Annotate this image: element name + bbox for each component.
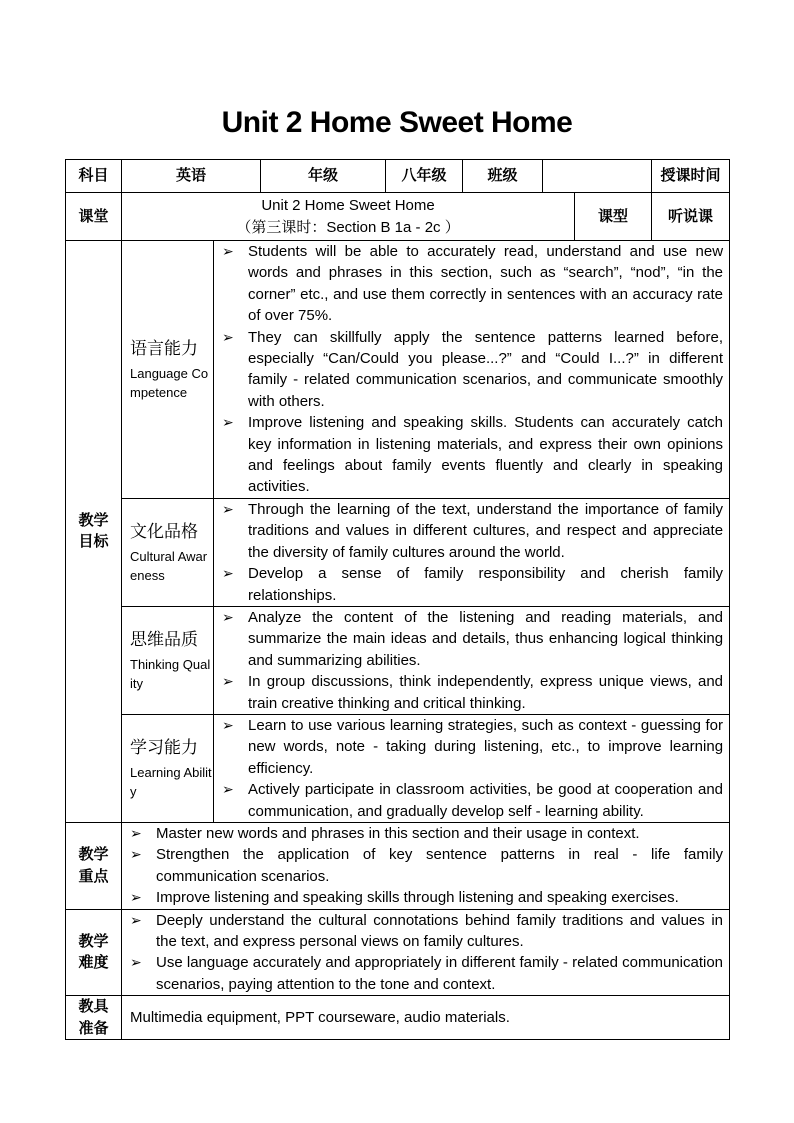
- lesson-plan-table: [65, 159, 730, 1040]
- objective-category-language: [122, 241, 214, 499]
- category-en: Learning Ability: [130, 764, 212, 800]
- category-zh: 文化品格: [130, 522, 198, 542]
- class-value: [543, 160, 652, 193]
- list-item: ➢ Improve listening and speaking skills through listening and speaking exercises.: [122, 887, 723, 908]
- list-item: ➢ They can skillfully apply the sentence patterns learned before, especially “Can/Could you please...?” and “Could I...?” in different family - related communication scenarios, and communicate smoothly with others.: [214, 327, 723, 413]
- lesson-title-cell: [122, 193, 575, 241]
- lesson-title: Unit 2 Home Sweet Home: [261, 197, 435, 215]
- objective-row-thinking: [66, 606, 730, 714]
- category-zh: 思维品质: [130, 630, 198, 650]
- grade-value: 八年级: [386, 160, 463, 193]
- lesson-type-value: 听说课: [652, 193, 730, 241]
- materials-value: Multimedia equipment, PPT courseware, audio materials.: [122, 996, 730, 1040]
- list-item: ➢ Improve listening and speaking skills. Students can accurately catch key information in listening materials, and express their own opinions and feelings about family events fluently and clearly in speaking activities.: [214, 412, 723, 498]
- category-zh: 语言能力: [130, 339, 198, 359]
- objective-category-learning: [122, 714, 214, 822]
- category-en: Language Competence: [130, 365, 209, 401]
- difficulties-row: [66, 909, 730, 996]
- category-en: Cultural Awareness: [130, 548, 208, 584]
- category-en: Thinking Quality: [130, 656, 211, 692]
- objectives-label: 教学目标: [66, 241, 122, 823]
- list-item: ➢ Master new words and phrases in this section and their usage in context.: [122, 823, 723, 844]
- category-zh: 学习能力: [130, 738, 198, 758]
- list-item: ➢ In group discussions, think independently, express unique views, and train creative thinking and critical thinking.: [214, 671, 723, 714]
- objective-row-culture: [66, 498, 730, 606]
- difficulties-label: 教学难度: [66, 909, 122, 996]
- list-item: ➢ Actively participate in classroom activities, be good at cooperation and communication, and gradually develop self - learning ability.: [214, 779, 723, 822]
- lesson-label: 课堂: [66, 193, 122, 241]
- header-row: [66, 160, 730, 193]
- grade-label: 年级: [261, 160, 386, 193]
- subject-label: 科目: [66, 160, 122, 193]
- document-title: Unit 2 Home Sweet Home: [221, 106, 573, 139]
- objective-items-learning: [214, 714, 730, 822]
- list-item: ➢ Strengthen the application of key sentence patterns in real - life family communication scenarios.: [122, 844, 723, 887]
- list-item: ➢ Through the learning of the text, understand the importance of family traditions and values in different cultures, and respect and appreciate the diversity of family cultures around the world.: [214, 499, 723, 563]
- list-item: ➢ Learn to use various learning strategies, such as context - guessing for new words, note - taking during listening, etc., to improve learning efficiency.: [214, 715, 723, 779]
- class-label: 班级: [463, 160, 543, 193]
- subject-value: 英语: [122, 160, 261, 193]
- objective-row-learning: [66, 714, 730, 822]
- materials-label: 教具准备: [66, 996, 122, 1040]
- difficulties-items: [122, 909, 730, 996]
- list-item: ➢ Deeply understand the cultural connotations behind family traditions and values in the text, and express personal views on family cultures.: [122, 910, 723, 953]
- lesson-row: [66, 193, 730, 241]
- list-item: ➢ Develop a sense of family responsibility and cherish family relationships.: [214, 563, 723, 606]
- objective-items-language: [214, 241, 730, 499]
- objective-category-thinking: [122, 606, 214, 714]
- list-item: ➢ Students will be able to accurately read, understand and use new words and phrases in this section, such as “search”, “nod”, “in the corner” etc., and use them correctly in sentences with an accuracy rate of over 75%.: [214, 241, 723, 327]
- time-label: 授课时间: [652, 160, 730, 193]
- objective-items-thinking: [214, 606, 730, 714]
- list-item: ➢ Use language accurately and appropriately in different family - related communication scenarios, paying attention to the tone and context.: [122, 952, 723, 995]
- key-points-row: [66, 822, 730, 909]
- materials-row: [66, 996, 730, 1040]
- objective-category-culture: [122, 498, 214, 606]
- list-item: ➢ Analyze the content of the listening and reading materials, and summarize the main ideas and details, thus enhancing logical thinking and summarizing abilities.: [214, 607, 723, 671]
- lesson-type-label: 课型: [575, 193, 652, 241]
- lesson-subtitle: （第三课时：Section B 1a - 2c ）: [236, 218, 460, 236]
- objective-row-language: [66, 241, 730, 499]
- key-points-label: 教学重点: [66, 822, 122, 909]
- objective-items-culture: [214, 498, 730, 606]
- key-points-items: [122, 822, 730, 909]
